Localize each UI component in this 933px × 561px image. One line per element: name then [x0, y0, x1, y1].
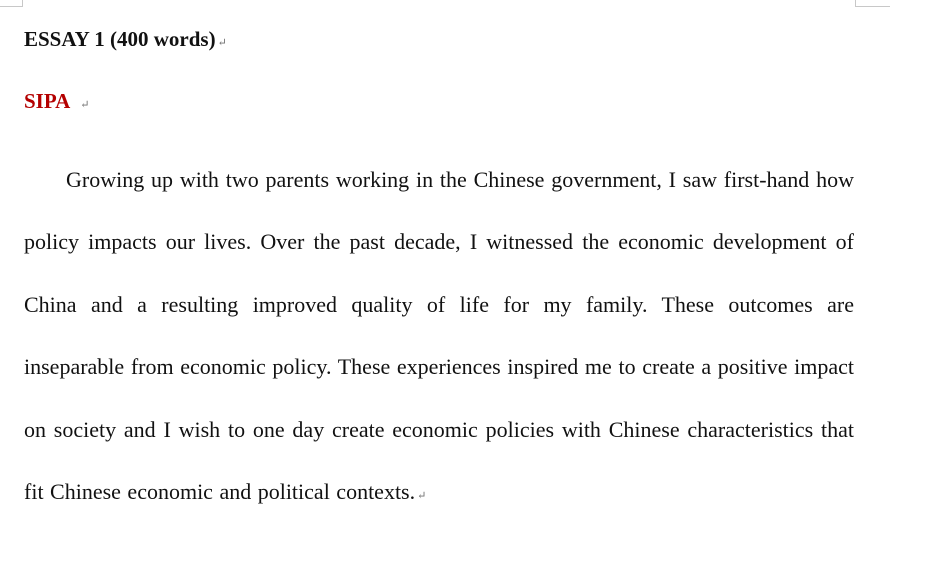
essay-body-paragraph — [24, 149, 854, 527]
page-corner-mark-right — [855, 0, 890, 7]
paragraph-mark-icon: ↵ — [417, 490, 427, 503]
essay-heading — [24, 26, 227, 56]
program-name — [24, 88, 90, 118]
page-corner-mark-left — [0, 0, 23, 7]
essay-body-text: Growing up with two parents working in the Chinese government, I saw first-hand how policy impacts our lives. Over the past decade, I witnessed the economic development of China and a resulting improved quality of life for my family. These outcomes are inseparable from economic policy. These experiences inspired me to create a positive impact on society and I wish to one day create economic policies with Chinese characteristics that fit Chinese economic and political contexts. — [24, 167, 854, 505]
essay-heading-text: ESSAY 1 (400 words) — [24, 27, 216, 51]
paragraph-mark-icon: ↵ — [80, 99, 90, 111]
program-name-text: SIPA — [24, 89, 71, 113]
paragraph-mark-icon: ↵ — [217, 37, 227, 49]
